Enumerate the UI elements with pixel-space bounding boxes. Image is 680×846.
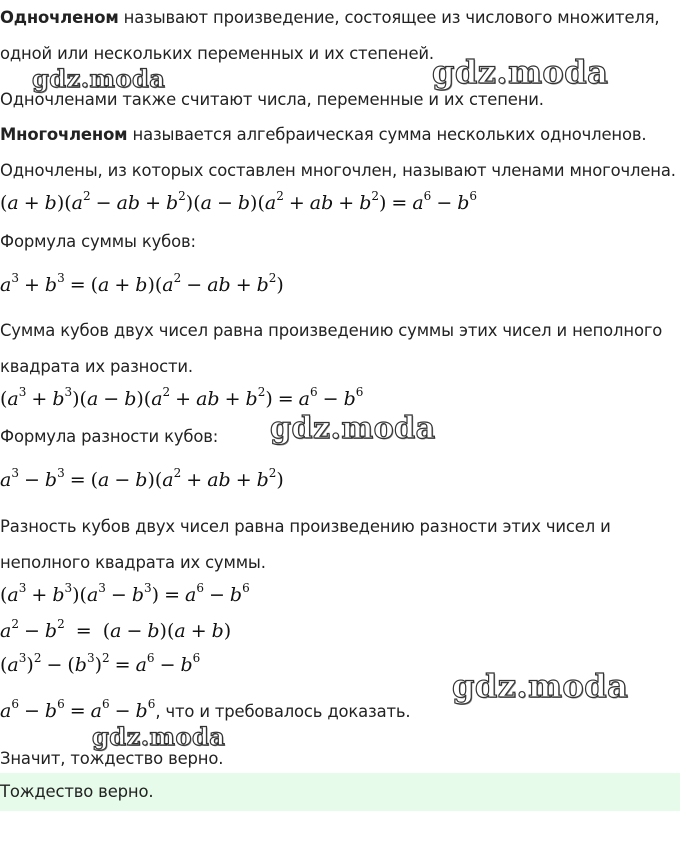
step-diff-cubes-substitution: $(a^3 + b^3)(a^3 - b^3) = a^6 - b^6$ — [0, 581, 250, 606]
identity-equation: $(a + b)(a^2$ − ab + $b^2)(a - b)(a^2$ + ab + $b^2) = a^6 - b^6$ — [0, 189, 478, 214]
watermark: gdz.moda — [432, 53, 609, 91]
watermark: gdz.moda — [270, 411, 436, 446]
definition-polynomial — [0, 125, 646, 144]
sum-cubes-rule-line2: квадрата их разности. — [0, 357, 193, 376]
step-final-equality: $a^6 - b^6 = a^6 - b^6$, что и требовалось доказать. — [0, 697, 411, 722]
proof-suffix: , что и требовалось доказать. — [155, 702, 411, 721]
definition-monomial-text: называют произведение, состоящее из числового множителя, — [118, 8, 660, 27]
diff-cubes-heading: Формула разности кубов: — [0, 427, 219, 446]
sum-cubes-rule-line1: Сумма кубов двух чисел равна произведению суммы этих чисел и неполного — [0, 321, 663, 340]
monomial-note: Одночленами также считают числа, переменные и их степени. — [0, 90, 544, 109]
term-polynomial: Многочленом — [0, 125, 128, 144]
conclusion: Значит, тождество верно. — [0, 749, 224, 768]
diff-cubes-formula: $a^3 - b^3 = (a - b)(a^2$ + ab + $b^2$) — [0, 466, 284, 491]
definition-polynomial-text: называется алгебраическая сумма нескольких одночленов. — [127, 125, 647, 144]
watermark: gdz.moda — [92, 722, 226, 751]
diff-cubes-rule-line2: неполного квадрата их суммы. — [0, 553, 266, 572]
step-diff-squares-applied: $(a^3)^2 - (b^3)^2 = a^6 - b^6$ — [0, 651, 201, 676]
step-sum-cubes-substitution: $(a^3 + b^3)(a - b)(a^2$ + ab + $b^2) = a^6 - b^6$ — [0, 385, 364, 410]
result-box — [0, 773, 680, 811]
watermark: gdz.moda — [452, 667, 629, 705]
diff-squares-formula: $a^2 - b^2 = (a - b)(a + b)$ — [0, 617, 232, 642]
watermark: gdz.moda — [32, 64, 166, 93]
result-text: Тождество верно. — [0, 782, 154, 801]
sum-cubes-heading: Формула суммы кубов: — [0, 232, 196, 251]
term-monomial: Одночленом — [0, 8, 119, 27]
definition-monomial — [0, 8, 660, 27]
definition-monomial-line2: одной или нескольких переменных и их степеней. — [0, 44, 434, 63]
diff-cubes-rule-line1: Разность кубов двух чисел равна произведению разности этих чисел и — [0, 517, 611, 536]
sum-cubes-formula: $a^3 + b^3 = (a + b)(a^2$ − ab + $b^2$) — [0, 271, 284, 296]
polynomial-terms-note: Одночлены, из которых составлен многочлен, называют членами многочлена. — [0, 161, 676, 180]
